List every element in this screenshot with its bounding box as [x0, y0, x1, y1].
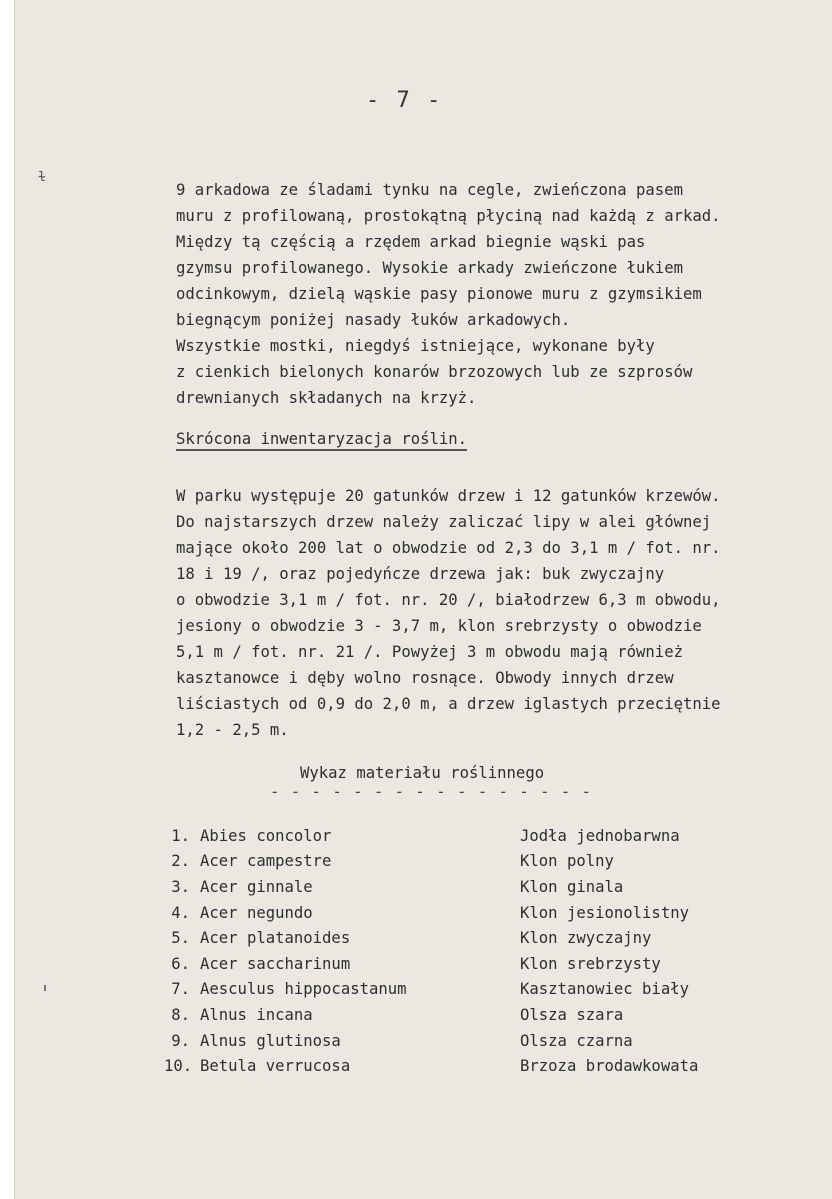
text-line: 18 i 19 /, oraz pojedyńcze drzewa jak: buk zwyczajny — [176, 565, 665, 583]
item-number: 10. — [164, 1057, 193, 1076]
latin-name: Alnus incana — [200, 1005, 313, 1024]
document-page — [14, 0, 832, 1199]
text-line: biegnącym poniżej nasady łuków arkadowych. — [176, 311, 571, 329]
latin-name: Acer saccharinum — [200, 954, 351, 973]
latin-name: Acer ginnale — [200, 877, 313, 896]
text-line: mające około 200 lat o obwodzie od 2,3 do 3,1 m / fot. nr. — [176, 539, 721, 557]
section-heading-text: Skrócona inwentaryzacja roślin. — [176, 430, 467, 451]
text-line: W parku występuje 20 gatunków drzew i 12 gatunków krzewów. — [176, 487, 721, 505]
list-item — [164, 874, 784, 900]
list-item — [164, 1002, 784, 1028]
page-number: - 7 - — [366, 88, 443, 113]
text-line: 9 arkadowa ze śladami tynku na cegle, zwieńczona pasem — [176, 181, 683, 199]
species-list — [164, 823, 784, 1079]
latin-name: Acer negundo — [200, 903, 313, 922]
item-number: 9. — [171, 1031, 190, 1050]
text-line: o obwodzie 3,1 m / fot. nr. 20 /, białodrzew 6,3 m obwodu, — [176, 591, 721, 609]
text-line: Wszystkie mostki, niegdyś istniejące, wykonane były — [176, 337, 655, 355]
item-number: 5. — [171, 929, 190, 948]
list-heading: Wykaz materiału roślinnego — [300, 764, 545, 782]
margin-tick-mark: ɫ — [38, 170, 46, 185]
list-item — [164, 1053, 784, 1079]
item-number: 4. — [171, 903, 190, 922]
item-number: 8. — [171, 1005, 190, 1024]
list-item — [164, 925, 784, 951]
item-number: 7. — [171, 980, 190, 999]
text-line: jesiony o obwodzie 3 - 3,7 m, klon srebrzysty o obwodzie — [176, 617, 702, 635]
paragraph-arcades — [176, 177, 796, 411]
polish-name: Klon ginala — [520, 877, 624, 896]
paragraph-plant-inventory — [176, 483, 796, 743]
polish-name: Klon srebrzysty — [520, 954, 661, 973]
polish-name: Olsza czarna — [520, 1031, 633, 1050]
text-line: muru z profilowaną, prostokątną płyciną nad każdą z arkad. — [176, 207, 721, 225]
item-number: 3. — [171, 877, 190, 896]
text-line: z cienkich bielonych konarów brzozowych lub ze szprosów — [176, 363, 693, 381]
item-number: 1. — [171, 826, 190, 845]
polish-name: Brzoza brodawkowata — [520, 1057, 699, 1076]
text-line: gzymsu profilowanego. Wysokie arkady zwieńczone łukiem — [176, 259, 683, 277]
polish-name: Olsza szara — [520, 1005, 624, 1024]
polish-name: Jodła jednobarwna — [520, 826, 680, 845]
margin-mark — [44, 985, 46, 991]
polish-name: Klon jesionolistny — [520, 903, 689, 922]
text-line: kasztanowce i dęby wolno rosnące. Obwody innych drzew — [176, 669, 674, 687]
latin-name: Alnus glutinosa — [200, 1031, 341, 1050]
latin-name: Acer campestre — [200, 852, 332, 871]
text-line: 5,1 m / fot. nr. 21 /. Powyżej 3 m obwodu mają również — [176, 643, 683, 661]
text-line: odcinkowym, dzielą wąskie pasy pionowe muru z gzymsikiem — [176, 285, 702, 303]
list-item — [164, 1028, 784, 1054]
list-item — [164, 823, 784, 849]
latin-name: Aesculus hippocastanum — [200, 980, 407, 999]
polish-name: Kasztanowiec biały — [520, 980, 689, 999]
latin-name: Betula verrucosa — [200, 1057, 351, 1076]
item-number: 2. — [171, 852, 190, 871]
section-heading — [176, 430, 467, 448]
latin-name: Abies concolor — [200, 826, 332, 845]
text-line: 1,2 - 2,5 m. — [176, 721, 289, 739]
text-line: Do najstarszych drzew należy zaliczać lipy w alei głównej — [176, 513, 712, 531]
list-item — [164, 977, 784, 1003]
list-item — [164, 900, 784, 926]
dashed-rule: - - - - - - - - - - - - - - - - — [270, 783, 593, 801]
text-line: Między tą częścią a rzędem arkad biegnie wąski pas — [176, 233, 646, 251]
text-line: drewnianych składanych na krzyż. — [176, 389, 477, 407]
item-number: 6. — [171, 954, 190, 973]
latin-name: Acer platanoides — [200, 929, 351, 948]
list-item — [164, 951, 784, 977]
text-line: liściastych od 0,9 do 2,0 m, a drzew iglastych przeciętnie — [176, 695, 721, 713]
list-item — [164, 849, 784, 875]
polish-name: Klon polny — [520, 852, 614, 871]
polish-name: Klon zwyczajny — [520, 929, 652, 948]
